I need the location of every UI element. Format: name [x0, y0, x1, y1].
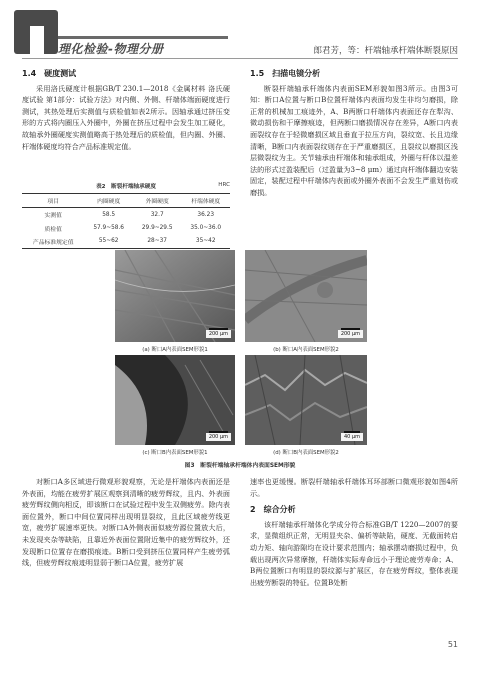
sem-image-c — [115, 355, 235, 445]
analysis-paragraph: 该杆端轴承杆端体化学成分符合标准GB/T 1220—2007的要求，显微组织正常，无明显夹杂、偏析等缺陷，硬度、无截面转启动力矩、轴向游隙均在设计要求范围内；轴承摆动磨损过程中，负载出现两次异常摩擦，杆端体实际寿命远小于理论疲劳寿命；A、B两位置断口有明显的裂纹源与扩展区，存在疲劳辉纹，整体表现出疲劳断裂的特征。位置B处断 — [250, 519, 458, 587]
table-cell: 36.23 — [197, 211, 215, 218]
sem-image-d — [245, 355, 367, 445]
table-cell: 35~42 — [181, 235, 230, 249]
subcaption-b: (b) 断口A内表面SEM形貌2 — [273, 347, 339, 353]
table-cell: 28~37 — [133, 235, 182, 249]
table-header-cell: 内圈硬度 — [84, 194, 133, 208]
table-cell: 产品标准规定值 — [22, 235, 84, 249]
figure-caption: 图3 断裂杆端轴承杆端体内表面SEM形貌 — [184, 463, 296, 469]
bottom-right-column — [250, 476, 458, 588]
header-rule — [22, 58, 458, 59]
table-caption: 表2 断裂杆端轴承硬度 — [96, 184, 156, 190]
table-header-cell: 项目 — [22, 194, 84, 208]
journal-name: 理化检验-物理分册 — [58, 42, 164, 56]
hardness-paragraph: 采用洛氏硬度计根据GB/T 230.1—2018《金属材料 洛氏硬度试验 第1部分：试验方法》对内侧、外侧、杆端体端面硬度进行测试，其热处理后实测值与质检值如表2所示。因轴承通过挤压变形的方式将内圈压入外圈中，外圈在挤压过程中会发生加工硬化，故轴承外圈硬度实测值略高于热处理后的质检值，但内圈、外圈、杆端体硬度均符合产品标准规定值。 — [22, 83, 230, 151]
table-header-cell: 杆端体硬度 — [181, 194, 230, 208]
scale-bar-b: 200 μm — [338, 330, 363, 338]
scale-bar-d: 40 μm — [341, 433, 363, 441]
hardness-table — [22, 193, 230, 249]
table-cell: 57.9~58.6 — [93, 225, 124, 232]
subcaption-c: (c) 断口B内表面SEM形貌1 — [142, 450, 208, 456]
sem-image-b — [245, 250, 367, 342]
right-column — [250, 68, 458, 199]
table-row — [22, 221, 230, 234]
sem-image-a — [115, 250, 235, 342]
subcaption-d: (d) 断口B内表面SEM形貌2 — [273, 450, 339, 456]
table-cell: 58.5 — [102, 211, 116, 218]
left-column — [22, 68, 230, 152]
scale-bar-a: 200 μm — [206, 330, 231, 338]
section-heading-sem: 1.5 扫描电镜分析 — [250, 69, 321, 78]
table-cell: 29.9~29.5 — [141, 225, 173, 232]
journal-logo-cutout — [30, 26, 44, 54]
hardness-table-block — [22, 182, 230, 249]
table-cell: 实测值 — [44, 213, 62, 220]
table-cell: 55~62 — [84, 235, 133, 249]
subcaption-a: (a) 断口A内表面SEM形貌1 — [142, 347, 208, 353]
table-row — [22, 235, 230, 249]
section-heading-hardness: 1.4 硬度测试 — [22, 69, 77, 78]
table-unit: HRC — [218, 182, 230, 188]
page-number: 51 — [447, 640, 458, 649]
table-header-cell: 外圈硬度 — [133, 194, 182, 208]
bottom-left-column — [22, 476, 230, 569]
table-header-row — [22, 194, 230, 208]
scale-bar-c: 200 μm — [206, 433, 231, 441]
table-cell: 35.0~36.0 — [190, 225, 222, 232]
header-bar — [58, 36, 228, 39]
running-title: 郎君芳，等：杆端轴承杆端体断裂原因 — [313, 46, 458, 56]
continuation-paragraph: 速率也更缓慢。断裂杆端轴承杆端体耳环部断口微观形貌如图4所示。 — [250, 477, 458, 498]
section-heading-analysis: 2 综合分析 — [250, 505, 296, 515]
table-cell: 质检值 — [44, 226, 62, 233]
sem-paragraph: 断裂杆端轴承杆端体内表面SEM形貌如图3所示。由图3可知：断口A位置与断口B位置杆端体内表面均发生非均匀磨损，除正常的机械加工痕迹外，A、B两断口杆端体内表面还存在犁沟、微动损伤和干摩擦痕迹，但两断口磨损情况存在差异，A断口内表面裂纹存在于轻微磨损区域且垂直于拉压方向，裂纹宽、长且边缘清晰，B断口内表面裂纹则存在于严重磨损区，且裂纹以磨损区浅层微裂纹为主。关节轴承由杆端体和轴承组成，外圈与杆体以温差法的形式过盈装配后（过盈量为3~8 μm）通过向杆端体翻边安装固定，装配过程中杆端体内表面或外圈外表面不会发生严重划伤或磨损。 — [250, 83, 458, 197]
table-cell: 32.7 — [150, 211, 164, 218]
fatigue-paragraph: 对断口A多区域进行微观形貌观察，无论是杆端体内表面还是外表面，均能在疲劳扩展区观察到清晰的疲劳辉纹，且内、外表面疲劳辉纹侧向相反，即该断口在试验过程中发生双侧疲劳。除内表面位置外，断口中间位置同样出现明显裂纹，且此区域疲劳线更宽，疲劳扩展速率更快。对断口A外侧表面似疲劳源位置放大后，未发现夹杂等缺陷，且靠近外表面位置附近集中的疲劳辉纹外，还发现断口位置存在磨损痕迹。B断口受到挤压位置同样产生疲劳弧线，但疲劳辉纹痕迹明显弱于断口A位置，疲劳扩展 — [22, 477, 230, 568]
table-row — [22, 208, 230, 222]
